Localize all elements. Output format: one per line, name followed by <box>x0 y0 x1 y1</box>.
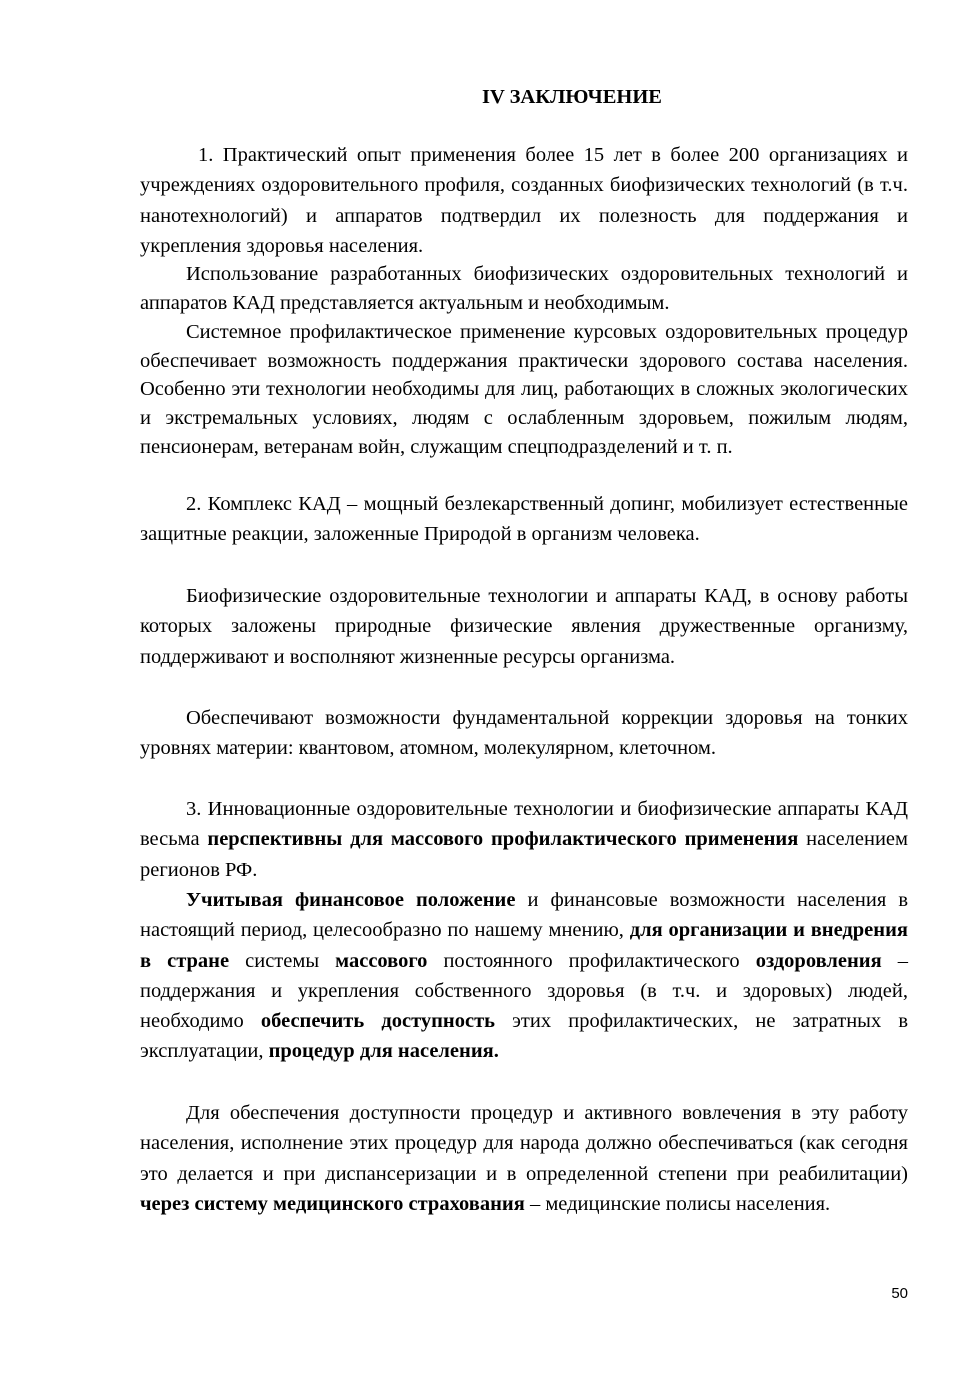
text-run: Использование разработанных биофизических оздоровительных технологий и аппаратов КАД представляется актуальным и необходимым. <box>140 263 908 314</box>
text-run: 2. Комплекс КАД – мощный безлекарственный допинг, мобилизует естественные защитные реакции, заложенные Природой в организм человека. <box>140 493 908 546</box>
text-run: этих профилактических, не затратных в эксплуатации, <box>140 1010 908 1063</box>
section-heading: IV ЗАКЛЮЧЕНИЕ <box>482 86 662 108</box>
bold-text-run: массового <box>335 949 428 972</box>
paragraph-2 <box>140 260 908 317</box>
paragraph-3 <box>140 318 908 462</box>
bold-text-run: Учитывая финансовое положение <box>186 889 516 911</box>
paragraph-6 <box>140 703 908 764</box>
bold-text-run: оздоровления <box>755 949 882 972</box>
bold-text-run: для организации и внедрения в стране <box>140 919 908 972</box>
bold-text-run: обеспечить доступность <box>260 1010 495 1033</box>
paragraph-9 <box>140 1098 908 1219</box>
page-number: 50 <box>891 1285 908 1302</box>
text-run: Биофизические оздоровительные технологии и аппараты КАД, в основу работы которых заложены природные физические явления дружественные организму, поддерживают и восполняют жизненные ресурсы организма. <box>140 585 908 668</box>
bold-text-run: процедур для населения. <box>268 1040 499 1063</box>
paragraph-1 <box>140 140 908 261</box>
text-run: 1. Практический опыт применения более 15 лет в более 200 организациях и учреждениях оздоровительного профиля, созданных биофизических технологий (в т.ч. нанотехнологий) и аппаратов подтвердил их полезность для поддержания и укрепления здоровья населения. <box>140 144 908 257</box>
bold-text-run: через систему медицинского страхования <box>140 1192 525 1215</box>
paragraph-7 <box>140 794 908 885</box>
text-run: и финансовые возможности населения в настоящий период, целесообразно по нашему мнению, <box>140 889 909 942</box>
text-run: населением регионов РФ. <box>140 828 908 881</box>
paragraph-8 <box>140 885 908 1067</box>
text-run: постоянного профилактического <box>427 949 756 972</box>
text-run: Обеспечивают возможности фундаментальной коррекции здоровья на тонких уровнях материи: квантовом, атомном, молекулярном, клеточном. <box>140 707 908 760</box>
text-run: – медицинские полисы населения. <box>524 1192 831 1215</box>
bold-text-run: перспективны для массового профилактического применения <box>207 828 799 851</box>
paragraph-5 <box>140 581 908 672</box>
text-run: Системное профилактическое применение курсовых оздоровительных процедур обеспечивает возможность поддержания практически здорового состава населения. Особенно эти технологии необходимы для лиц, работающих в сложных экологических и экстремальных условиях, людям с ослабленным здоровьем, пожилым людям, пенсионерам, ветеранам войн, служащим спецподразделений и т. п. <box>140 321 908 458</box>
text-run: Для обеспечения доступности процедур и активного вовлечения в эту работу населения, исполнение этих процедур для народа должно обеспечиваться (как сегодня это делается и при диспансеризации и в определенной степени при реабилитации) <box>140 1102 908 1185</box>
text-run: системы <box>229 949 336 972</box>
text-run: 3. Инновационные оздоровительные технологии и биофизические аппараты КАД весьма <box>140 798 908 851</box>
paragraph-4 <box>140 489 908 550</box>
text-run: – поддержания и укрепления собственного здоровья (в т.ч. и здоровых) людей, необходимо <box>140 949 908 1033</box>
